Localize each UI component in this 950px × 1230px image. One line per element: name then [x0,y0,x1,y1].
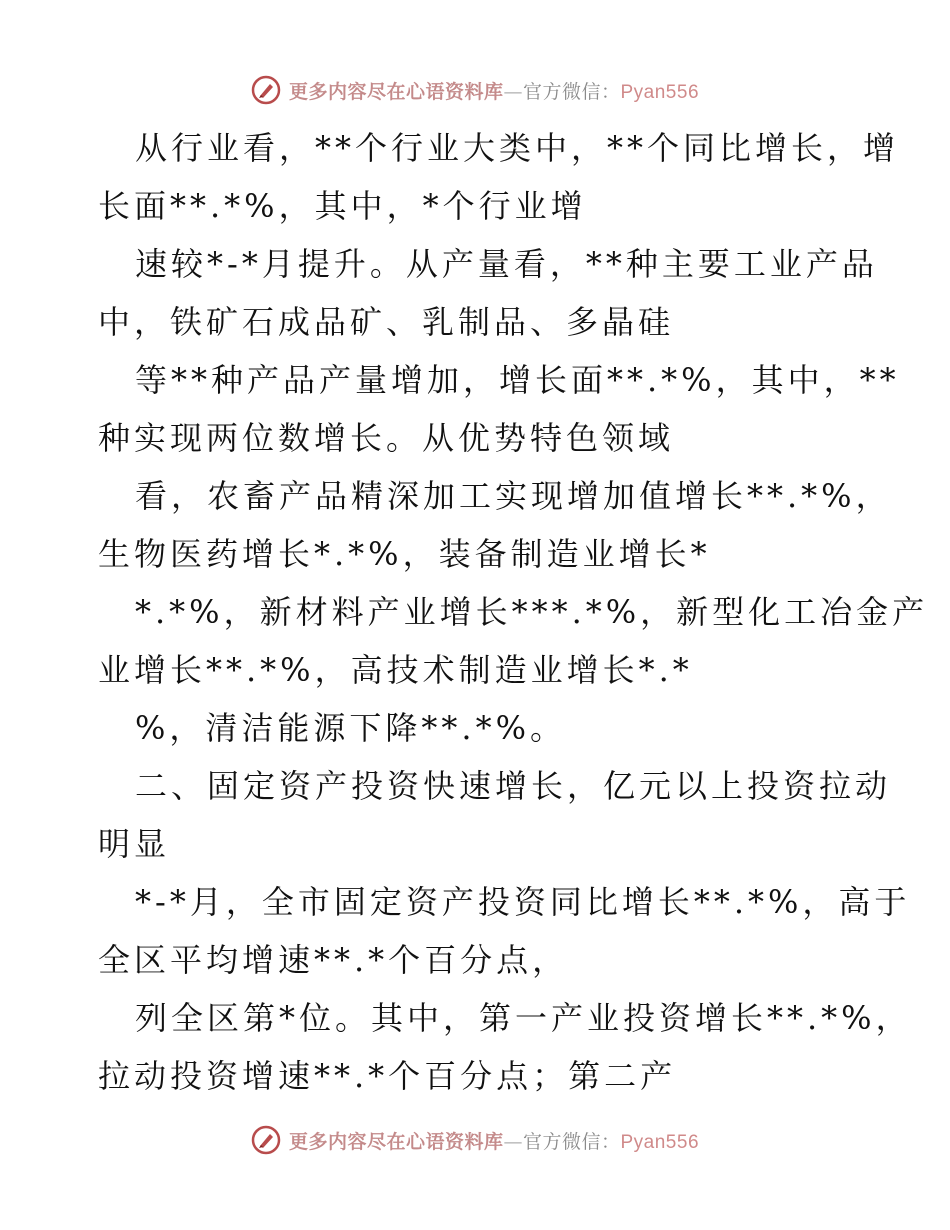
watermark-main-text: 更多内容尽在心语资料库 [288,80,504,103]
body-line-4: 中，铁矿石成品矿、乳制品、多晶硅 [98,303,675,341]
watermark-dash: — [503,80,523,103]
body-line-8: 生物医药增长*.*%，装备制造业增长* [98,535,711,573]
body-line-5: 等**种产品产量增加，增长面**.*%，其中，** [135,361,900,399]
body-line-3: 速较*-*月提升。从产量看，**种主要工业产品 [135,245,878,283]
body-line-11: %，清洁能源下降**.*%。 [135,709,566,747]
watermark-wechat-label: 官方微信： [522,80,621,103]
section-heading-line-1: 二、固定资产投资快速增长，亿元以上投资拉动 [135,767,892,805]
body-line-7: 看，农畜产品精深加工实现增加值增长**.*%， [135,477,892,515]
header-watermark [0,72,950,108]
body-line-6: 种实现两位数增长。从优势特色领域 [98,419,675,457]
body-line-1: 从行业看，**个行业大类中，**个同比增长，增 [135,129,900,167]
body-line-12: *-*月，全市固定资产投资同比增长**.*%，高于 [135,883,911,921]
body-line-2: 长面**.*%，其中，*个行业增 [98,187,587,225]
body-line-9: *.*%，新材料产业增长***.*%，新型化工冶金产 [135,593,929,631]
body-line-14: 列全区第*位。其中，第一产业投资增长**.*%， [135,999,912,1037]
watermark-wechat-label: 官方微信： [522,1130,621,1153]
section-heading-line-2: 明显 [98,825,171,863]
watermark-wechat-id: Pyan556 [620,81,700,103]
watermark-wechat-id: Pyan556 [620,1131,700,1153]
watermark-main-text: 更多内容尽在心语资料库 [288,1130,504,1153]
body-line-13: 全区平均增速**.*个百分点， [98,941,569,979]
footer-watermark [0,1122,950,1158]
body-line-15: 拉动投资增速**.*个百分点；第二产 [98,1057,677,1095]
watermark-dash: — [503,1130,523,1153]
pen-nib-logo-icon [251,75,281,105]
body-line-10: 业增长**.*%，高技术制造业增长*.* [98,651,693,689]
pen-nib-logo-icon [251,1125,281,1155]
